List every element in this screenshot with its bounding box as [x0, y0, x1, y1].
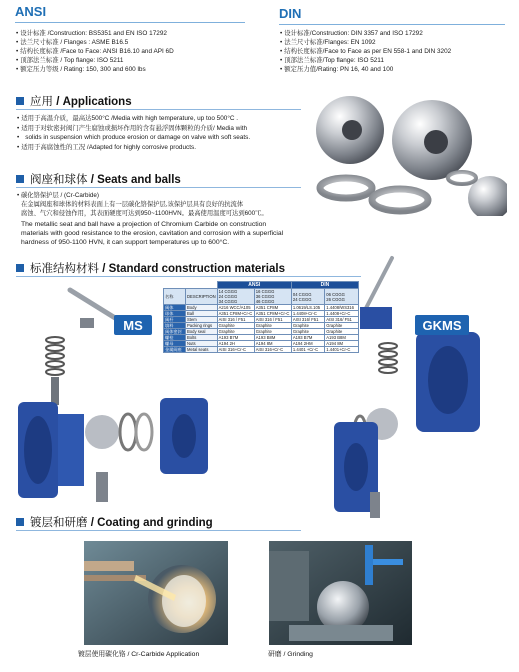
seats-heading-en: / Seats and balls [87, 174, 181, 186]
seats-description-zh [21, 201, 268, 218]
din-spec-item: • 法兰尺寸标准/Flanges: EN 1092 [280, 38, 451, 47]
table-group-ansi: ANSI [217, 282, 291, 289]
applications-list [17, 114, 250, 152]
table-row: 螺母 Nuts A194 2H A194 8M A194 2HM A194 8M [164, 341, 359, 347]
materials-heading-en: / Standard construction materials [99, 263, 285, 275]
seats-balls-photo [312, 88, 507, 216]
table-row: 金属阀座 Metal seats AISI 316+Cr-C AISI 316+Cr-C 1.4401 +Cr-C 1.4401+Cr-C [164, 347, 359, 353]
desc-label-zh: 名称 [164, 289, 186, 305]
din-spec-item: • 结构长度标准/Face to Face as per EN 558-1 and DIN 3202 [280, 47, 451, 56]
seats-en-line: materials with good resistance to the erosion, cavitation and corrosion with a superficial [21, 230, 284, 237]
ms-tag: MS [114, 315, 152, 335]
table-row: 螺栓 Bolts A193 B7M A193 B8M A193 B7M A193 B8M [164, 335, 359, 341]
code-cell: 06 CGGG 26 CGGG [325, 289, 359, 305]
coating-heading [16, 515, 301, 529]
code-cell: 16 CGGG 36 CGGG 46 CGGG [254, 289, 291, 305]
seats-description-en [21, 220, 283, 247]
table-row: 球体 Ball A351 CF8M+Cr-C A351 CF8M+Cr-C 1.4408+Cr-C 1.4408+Cr-C [164, 311, 359, 317]
din-spec-list [280, 29, 451, 74]
gkms-tag: GKMS [415, 315, 469, 335]
seats-en-line: hardness of 950-1100 HVN, it can support temperatures up to 600°C. [21, 239, 230, 246]
din-spec-item: • 额定压力值/Rating: PN 16, 40 and 100 [280, 65, 451, 74]
ansi-spec-item: • 法兰尺寸标准 / Flanges : ASME B16.5 [16, 38, 174, 47]
code-cell: 04 CGGG 24 CGGG [291, 289, 324, 305]
cr-carbide-application-photo [84, 541, 228, 645]
section-square-icon [16, 97, 24, 105]
desc-label-en: DESCRIPTION [186, 289, 218, 305]
materials-table [163, 281, 359, 353]
applications-item-text: solids in suspension which produce erosion or damage on valve with soft seats. [25, 134, 251, 142]
table-row: 阀杆 Stem AISI 316 / F51 AISI 316 / F51 AISI 316/ F51 AISI 316/ F51 [164, 317, 359, 323]
table-row: 阀体 Body A216 WCC/A105 A351 CF8M 1.0619/LS.105 1.4408/WS316 [164, 305, 359, 311]
seats-zh-line: 在金属阀座和球体的材料表面上有一层碳化铬保护层,该保护层具有良好的抗流体 [21, 201, 244, 208]
applications-heading [16, 94, 301, 108]
applications-item: • 适用于高温介质，最高达500°C /Media with high temperature, up too 500°C . [17, 114, 250, 124]
seats-bullet: • 碳化铬保护层 / (Cr-Carbide) [17, 192, 99, 199]
ansi-spec-item: • 结构长度标准 /Face to Face: ANSI B16.10 and API 6D [16, 47, 174, 56]
table-row: 填料 Packing rings Graphite Graphite Graphite Graphite [164, 323, 359, 329]
grinding-photo [269, 541, 412, 645]
din-spec-item: • 顶部法兰标准/Top flange: ISO 5211 [280, 56, 451, 65]
grinding-caption: 研磨 / Grinding [268, 651, 313, 658]
din-spec-item: • 设计标准/Construction: DIN 3357 and ISO 17292 [280, 29, 451, 38]
applications-heading-en: / Applications [53, 96, 132, 108]
seats-zh-line: 腐蚀、气穴和侵蚀作用，其表面硬度可达到950~1100HVN。最高使用温度可达到600℃。 [21, 209, 268, 217]
ansi-divider [15, 22, 245, 23]
coating-heading-zh: 镀层和研磨 [30, 517, 88, 529]
table-codes-row [164, 289, 359, 305]
coating-heading-en: / Coating and grinding [87, 517, 213, 529]
code-cell: 14 CGGG 24 CGGG 34 CGGG [217, 289, 254, 305]
applications-item: • 适用于对软密封阀门产生腐蚀或损坏作用的含有悬浮固体颗粒的介质/ Media with [17, 124, 250, 134]
applications-heading-zh: 应用 [30, 96, 53, 108]
ansi-title: ANSI [15, 4, 47, 19]
cr-carbide-caption: 镀层使用碳化铬 / Cr-Carbide Application [78, 651, 200, 658]
section-square-icon [16, 264, 24, 272]
din-title: DIN [279, 6, 302, 21]
ansi-spec-list [16, 29, 174, 74]
section-square-icon [16, 175, 24, 183]
section-square-icon [16, 518, 24, 526]
materials-heading-zh: 标准结构材料 [30, 263, 99, 275]
din-divider [279, 24, 505, 25]
table-group-din: DIN [291, 282, 358, 289]
seats-bullet-text: 碳化铬保护层 / (Cr-Carbide) [20, 192, 99, 199]
ansi-spec-item: • 顶部法兰标准 / Top flange: ISO 5211 [16, 56, 174, 65]
table-row: 阀体密封 Body seal Graphite Graphite Graphite Graphite [164, 329, 359, 335]
seats-en-line: The metallic seat and ball have a projection of Chromium Carbide on construction [21, 221, 267, 228]
seats-heading-zh: 阀座和球体 [30, 174, 88, 186]
ansi-spec-item: • 设计标准 /Construction: BS5351 and EN ISO 17292 [16, 29, 174, 38]
seats-heading [16, 172, 301, 186]
ansi-spec-item: • 额定压力等级 / Rating: 150, 300 and 600 lbs [16, 65, 174, 74]
applications-item: • 适用于高腐蚀性的工况 /Adapted for highly corrosive products. [17, 143, 250, 153]
applications-item-continued [17, 133, 250, 143]
materials-heading [16, 261, 361, 275]
